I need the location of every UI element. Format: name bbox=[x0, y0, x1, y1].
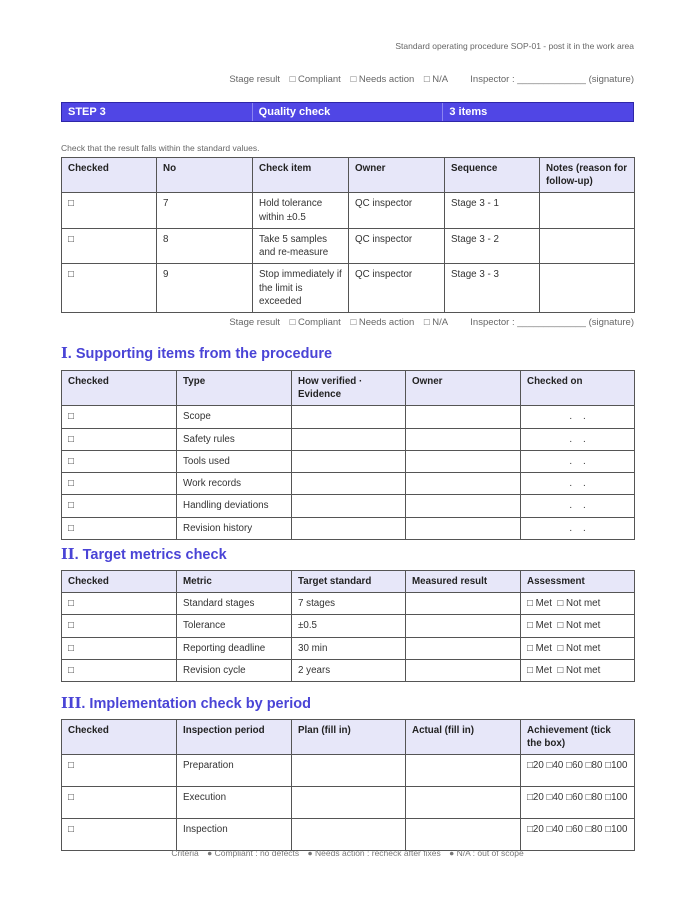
col-measured-result: Measured result bbox=[406, 571, 521, 593]
cell-no: 8 bbox=[157, 228, 253, 263]
cell-check-item: Stop immediately if the limit is exceeded bbox=[253, 264, 349, 313]
table-header-row bbox=[62, 720, 635, 755]
col-owner: Owner bbox=[406, 371, 521, 406]
option-na[interactable]: □ N/A bbox=[423, 317, 448, 328]
table-row bbox=[62, 495, 635, 517]
cell-owner: QC inspector bbox=[349, 228, 445, 263]
cell-type: Work records bbox=[177, 473, 292, 495]
cell-type: Safety rules bbox=[177, 428, 292, 450]
checkbox[interactable]: □ bbox=[62, 495, 177, 517]
cell-plan[interactable] bbox=[292, 819, 406, 851]
table-row bbox=[62, 406, 635, 428]
step-title: Quality check bbox=[253, 103, 444, 121]
col-assessment: Assessment bbox=[521, 571, 635, 593]
cell-measured[interactable] bbox=[406, 593, 521, 615]
inspector-signature[interactable]: Inspector : _____________ (signature) bbox=[470, 74, 634, 85]
col-checked: Checked bbox=[62, 720, 177, 755]
table-row bbox=[62, 819, 635, 851]
checkbox[interactable]: □ bbox=[62, 428, 177, 450]
cell-period: Inspection bbox=[177, 819, 292, 851]
cell-type: Scope bbox=[177, 406, 292, 428]
stage-result-label: Stage result bbox=[229, 74, 281, 85]
criteria-compliant: ● Compliant : no defects bbox=[207, 848, 300, 858]
table-header-row bbox=[62, 571, 635, 593]
section-title-text: . Implementation check by period bbox=[81, 696, 311, 712]
cell-target: 7 stages bbox=[292, 593, 406, 615]
col-checked-on: Checked on bbox=[521, 371, 635, 406]
criteria-label: Criteria bbox=[171, 848, 199, 858]
col-checked: Checked bbox=[62, 371, 177, 406]
section-numeral: II bbox=[61, 546, 75, 563]
cell-evidence[interactable] bbox=[292, 450, 406, 472]
col-actual: Actual (fill in) bbox=[406, 720, 521, 755]
cell-owner[interactable] bbox=[406, 473, 521, 495]
table-header-row bbox=[62, 371, 635, 406]
cell-owner[interactable] bbox=[406, 495, 521, 517]
checkbox[interactable]: □ bbox=[62, 615, 177, 637]
cell-date[interactable]: . . bbox=[521, 428, 635, 450]
cell-type: Handling deviations bbox=[177, 495, 292, 517]
col-plan: Plan (fill in) bbox=[292, 720, 406, 755]
cell-metric: Reporting deadline bbox=[177, 637, 292, 659]
cell-notes[interactable] bbox=[540, 264, 635, 313]
cell-owner: QC inspector bbox=[349, 264, 445, 313]
stage-result-line-top bbox=[222, 74, 634, 85]
cell-assessment[interactable]: □ Met □ Not met bbox=[521, 593, 635, 615]
checkbox[interactable]: □ bbox=[62, 264, 157, 313]
cell-sequence: Stage 3 - 2 bbox=[445, 228, 540, 263]
section-title-implementation bbox=[61, 695, 311, 712]
cell-check-item: Take 5 samples and re-measure bbox=[253, 228, 349, 263]
section-title-target-metrics bbox=[61, 546, 227, 563]
cell-evidence[interactable] bbox=[292, 495, 406, 517]
table-row bbox=[62, 755, 635, 787]
step-number: STEP 3 bbox=[62, 103, 253, 121]
cell-assessment[interactable]: □ Met □ Not met bbox=[521, 659, 635, 681]
cell-target: 2 years bbox=[292, 659, 406, 681]
page-header: Standard operating procedure SOP-01 - post it in the work area bbox=[395, 41, 634, 51]
cell-achievement[interactable]: □20 □40 □60 □80 □100 bbox=[521, 755, 635, 787]
cell-target: 30 min bbox=[292, 637, 406, 659]
cell-evidence[interactable] bbox=[292, 406, 406, 428]
cell-actual[interactable] bbox=[406, 819, 521, 851]
checkbox[interactable]: □ bbox=[62, 659, 177, 681]
checkbox[interactable]: □ bbox=[62, 193, 157, 228]
cell-date[interactable]: . . bbox=[521, 473, 635, 495]
stage-result-label: Stage result bbox=[229, 317, 281, 328]
col-target-standard: Target standard bbox=[292, 571, 406, 593]
target-metrics-table bbox=[61, 570, 635, 682]
col-owner: Owner bbox=[349, 158, 445, 193]
table-row bbox=[62, 473, 635, 495]
cell-metric: Revision cycle bbox=[177, 659, 292, 681]
cell-date[interactable]: . . bbox=[521, 495, 635, 517]
section-title-text: . Target metrics check bbox=[74, 547, 227, 563]
step-count: 3 items bbox=[449, 106, 488, 118]
cell-evidence[interactable] bbox=[292, 473, 406, 495]
cell-type: Tools used bbox=[177, 450, 292, 472]
cell-check-item: Hold tolerance within ±0.5 bbox=[253, 193, 349, 228]
col-sequence: Sequence bbox=[445, 158, 540, 193]
table-row bbox=[62, 193, 635, 228]
cell-actual[interactable] bbox=[406, 787, 521, 819]
col-achievement: Achievement (tick the box) bbox=[521, 720, 635, 755]
table-row bbox=[62, 787, 635, 819]
checkbox[interactable]: □ bbox=[62, 450, 177, 472]
option-na[interactable]: □ N/A bbox=[423, 74, 448, 85]
option-needs-action[interactable]: □ Needs action bbox=[350, 74, 415, 85]
cell-owner[interactable] bbox=[406, 450, 521, 472]
criteria-na: ● N/A : out of scope bbox=[449, 848, 524, 858]
cell-assessment[interactable]: □ Met □ Not met bbox=[521, 615, 635, 637]
col-type: Type bbox=[177, 371, 292, 406]
col-notes: Notes (reason for follow-up) bbox=[540, 158, 635, 193]
section-numeral: I bbox=[61, 345, 68, 362]
cell-measured[interactable] bbox=[406, 659, 521, 681]
checkbox[interactable]: □ bbox=[62, 406, 177, 428]
cell-notes[interactable] bbox=[540, 228, 635, 263]
table-header-row bbox=[62, 158, 635, 193]
cell-target: ±0.5 bbox=[292, 615, 406, 637]
cell-notes[interactable] bbox=[540, 193, 635, 228]
stage-result-line-bottom bbox=[222, 317, 634, 328]
section-numeral: III bbox=[61, 695, 82, 712]
option-compliant[interactable]: □ Compliant bbox=[289, 74, 341, 85]
checkbox[interactable]: □ bbox=[62, 517, 177, 539]
col-inspection-period: Inspection period bbox=[177, 720, 292, 755]
col-checked: Checked bbox=[62, 158, 157, 193]
table-row bbox=[62, 659, 635, 681]
cell-actual[interactable] bbox=[406, 755, 521, 787]
cell-measured[interactable] bbox=[406, 637, 521, 659]
checkbox[interactable]: □ bbox=[62, 473, 177, 495]
col-no: No bbox=[157, 158, 253, 193]
cell-type: Revision history bbox=[177, 517, 292, 539]
cell-measured[interactable] bbox=[406, 615, 521, 637]
criteria-footer bbox=[0, 848, 695, 858]
implementation-table bbox=[61, 719, 635, 851]
table-row bbox=[62, 517, 635, 539]
cell-owner[interactable] bbox=[406, 406, 521, 428]
cell-date[interactable]: . . bbox=[521, 406, 635, 428]
col-check-item: Check item bbox=[253, 158, 349, 193]
checkbox[interactable]: □ bbox=[62, 228, 157, 263]
table-row bbox=[62, 450, 635, 472]
supporting-items-table bbox=[61, 370, 635, 540]
cell-assessment[interactable]: □ Met □ Not met bbox=[521, 637, 635, 659]
checkbox[interactable]: □ bbox=[62, 637, 177, 659]
table-row bbox=[62, 593, 635, 615]
cell-owner: QC inspector bbox=[349, 193, 445, 228]
cell-period: Execution bbox=[177, 787, 292, 819]
cell-achievement[interactable]: □20 □40 □60 □80 □100 bbox=[521, 787, 635, 819]
instruction-note: Check that the result falls within the standard values. bbox=[61, 143, 260, 153]
col-metric: Metric bbox=[177, 571, 292, 593]
cell-sequence: Stage 3 - 3 bbox=[445, 264, 540, 313]
table-row bbox=[62, 615, 635, 637]
table-row bbox=[62, 428, 635, 450]
cell-date[interactable]: . . bbox=[521, 450, 635, 472]
cell-achievement[interactable]: □20 □40 □60 □80 □100 bbox=[521, 819, 635, 851]
criteria-needs-action: ● Needs action : recheck after fixes bbox=[307, 848, 441, 858]
table-row bbox=[62, 637, 635, 659]
section-title-text: . Supporting items from the procedure bbox=[67, 346, 333, 362]
cell-owner[interactable] bbox=[406, 517, 521, 539]
option-needs-action[interactable]: □ Needs action bbox=[350, 317, 415, 328]
cell-period: Preparation bbox=[177, 755, 292, 787]
col-checked: Checked bbox=[62, 571, 177, 593]
checkbox[interactable]: □ bbox=[62, 787, 177, 819]
cell-owner[interactable] bbox=[406, 428, 521, 450]
table-row bbox=[62, 228, 635, 263]
inspector-signature[interactable]: Inspector : _____________ (signature) bbox=[470, 317, 634, 328]
cell-metric: Tolerance bbox=[177, 615, 292, 637]
cell-metric: Standard stages bbox=[177, 593, 292, 615]
checkbox[interactable]: □ bbox=[62, 593, 177, 615]
cell-sequence: Stage 3 - 1 bbox=[445, 193, 540, 228]
cell-evidence[interactable] bbox=[292, 517, 406, 539]
section-title-supporting-items bbox=[61, 345, 332, 362]
checkbox[interactable]: □ bbox=[62, 819, 177, 851]
cell-plan[interactable] bbox=[292, 755, 406, 787]
table-row bbox=[62, 264, 635, 313]
step-table bbox=[61, 157, 635, 313]
cell-no: 9 bbox=[157, 264, 253, 313]
cell-evidence[interactable] bbox=[292, 428, 406, 450]
col-how-verified: How verified · Evidence bbox=[292, 371, 406, 406]
cell-no: 7 bbox=[157, 193, 253, 228]
option-compliant[interactable]: □ Compliant bbox=[289, 317, 341, 328]
step-banner bbox=[61, 102, 634, 122]
checkbox[interactable]: □ bbox=[62, 755, 177, 787]
cell-plan[interactable] bbox=[292, 787, 406, 819]
cell-date[interactable]: . . bbox=[521, 517, 635, 539]
